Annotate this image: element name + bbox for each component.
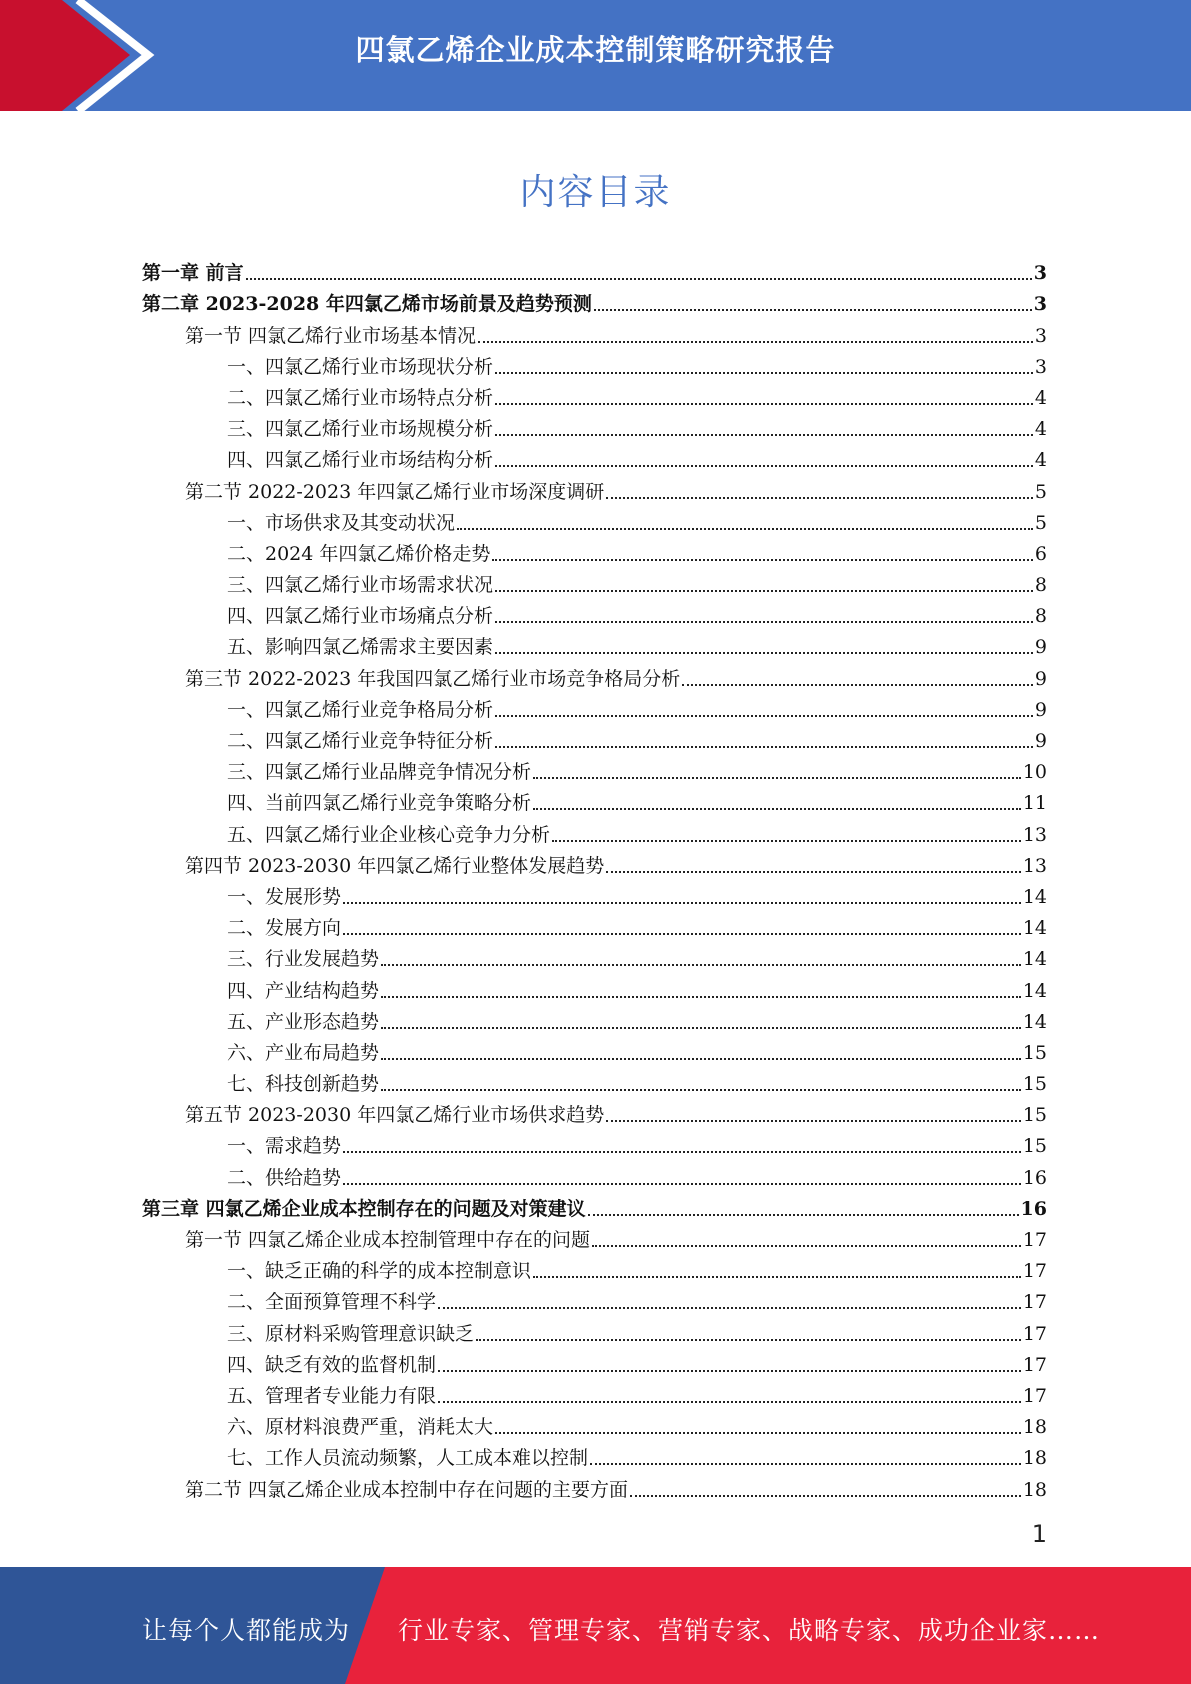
toc-dot-leader xyxy=(495,465,1033,467)
toc-entry-title: 二、四氯乙烯行业竞争特征分析 xyxy=(227,730,494,752)
toc-dot-leader xyxy=(495,652,1033,654)
toc-dot-leader xyxy=(478,341,1033,343)
toc-entry-title: 一、市场供求及其变动状况 xyxy=(227,511,456,534)
toc-entry[interactable] xyxy=(227,1346,1191,1377)
toc-dot-leader xyxy=(438,1307,1021,1309)
toc-dot-leader xyxy=(381,1089,1021,1091)
toc-entry-title: 七、工作人员流动频繁，人工成本难以控制 xyxy=(227,1447,589,1470)
toc-entry-page: 16 xyxy=(1020,1197,1047,1220)
toc-entry-page: 6 xyxy=(1034,542,1047,565)
toc-dot-leader xyxy=(438,1401,1021,1403)
toc-dot-leader xyxy=(533,808,1021,810)
toc-entry-title: 四、四氯乙烯行业市场结构分析 xyxy=(227,449,494,472)
toc-entry-title: 二、供给趋势 xyxy=(227,1166,342,1189)
toc-entry-page: 10 xyxy=(1022,761,1047,784)
toc-entry[interactable] xyxy=(227,1283,1191,1314)
toc-entry[interactable] xyxy=(185,847,1191,878)
toc-dot-leader xyxy=(533,777,1021,779)
table-of-contents xyxy=(0,254,1191,1502)
toc-entry-title: 二、发展方向 xyxy=(227,917,342,940)
toc-entry-page: 9 xyxy=(1034,667,1047,690)
toc-entry-page: 17 xyxy=(1022,1229,1047,1251)
toc-entry-title: 第三章 四氯乙烯企业成本控制存在的问题及对策建议 xyxy=(142,1197,586,1220)
toc-entry[interactable] xyxy=(227,1158,1191,1189)
toc-entry-title: 一、需求趋势 xyxy=(227,1135,342,1158)
toc-dot-leader xyxy=(495,403,1033,405)
toc-dot-leader xyxy=(343,902,1021,904)
toc-entry-page: 15 xyxy=(1022,1104,1047,1127)
toc-dot-leader xyxy=(438,1370,1021,1372)
toc-entry-page: 17 xyxy=(1022,1384,1047,1407)
toc-entry[interactable] xyxy=(227,815,1191,846)
toc-entry[interactable] xyxy=(227,1314,1191,1345)
toc-entry[interactable] xyxy=(185,1221,1191,1252)
toc-entry-title: 第二节 2022-2023 年四氯乙烯行业市场深度调研 xyxy=(185,480,605,503)
toc-entry[interactable] xyxy=(227,504,1191,535)
toc-entry[interactable] xyxy=(227,1127,1191,1158)
toc-entry-title: 五、影响四氯乙烯需求主要因素 xyxy=(227,636,494,659)
toc-entry[interactable] xyxy=(227,691,1191,722)
toc-dot-leader xyxy=(533,1276,1021,1278)
toc-entry-page: 8 xyxy=(1034,574,1047,597)
toc-dot-leader xyxy=(495,434,1033,436)
toc-entry-page: 17 xyxy=(1022,1260,1047,1283)
toc-dot-leader xyxy=(495,372,1033,374)
toc-entry-title: 第五节 2023-2030 年四氯乙烯行业市场供求趋势 xyxy=(185,1104,605,1127)
toc-entry-page: 4 xyxy=(1034,449,1047,472)
toc-dot-leader xyxy=(495,590,1033,592)
toc-entry[interactable] xyxy=(227,1065,1191,1096)
header-banner xyxy=(0,0,1191,111)
footer-banner xyxy=(0,1567,1191,1684)
toc-entry[interactable] xyxy=(185,1470,1191,1501)
toc-dot-leader xyxy=(606,1120,1021,1122)
toc-dot-leader xyxy=(552,840,1021,842)
toc-dot-leader xyxy=(492,559,1033,561)
toc-dot-leader xyxy=(381,1058,1021,1060)
toc-dot-leader xyxy=(457,528,1033,530)
toc-entry-title: 五、管理者专业能力有限 xyxy=(227,1384,437,1407)
toc-entry-page: 14 xyxy=(1022,1010,1047,1033)
toc-dot-leader xyxy=(495,621,1033,623)
toc-entry-title: 三、四氯乙烯行业市场需求状况 xyxy=(227,574,494,597)
toc-entry-page: 4 xyxy=(1034,386,1047,409)
toc-entry[interactable] xyxy=(227,753,1191,784)
toc-entry[interactable] xyxy=(185,316,1191,347)
page-number: 1 xyxy=(1031,1520,1047,1548)
toc-entry[interactable] xyxy=(227,441,1191,472)
toc-entry[interactable] xyxy=(227,1034,1191,1065)
toc-entry-title: 三、四氯乙烯行业市场规模分析 xyxy=(227,418,494,441)
toc-entry-page: 18 xyxy=(1022,1416,1047,1439)
toc-entry-title: 五、四氯乙烯行业企业核心竞争力分析 xyxy=(227,823,551,846)
toc-entry-title: 四、缺乏有效的监督机制 xyxy=(227,1353,437,1376)
toc-entry-title: 第三节 2022-2023 年我国四氯乙烯行业市场竞争格局分析 xyxy=(185,667,681,690)
report-title: 四氯乙烯企业成本控制策略研究报告 xyxy=(355,33,836,67)
toc-entry-title: 一、四氯乙烯行业市场现状分析 xyxy=(227,355,494,378)
toc-entry[interactable] xyxy=(227,1439,1191,1470)
toc-entry-page: 14 xyxy=(1022,948,1047,971)
toc-entry-page: 9 xyxy=(1034,730,1047,752)
toc-entry-title: 一、发展形势 xyxy=(227,885,342,908)
toc-entry[interactable] xyxy=(227,379,1191,410)
toc-entry[interactable] xyxy=(227,1377,1191,1408)
toc-entry-page: 3 xyxy=(1034,355,1047,378)
toc-entry[interactable] xyxy=(227,628,1191,659)
toc-entry-page: 9 xyxy=(1034,698,1047,721)
toc-entry[interactable] xyxy=(227,566,1191,597)
toc-entry-page: 11 xyxy=(1022,792,1047,815)
toc-entry-title: 二、2024 年四氯乙烯价格走势 xyxy=(227,542,491,565)
toc-entry-page: 9 xyxy=(1034,636,1047,659)
toc-entry-title: 二、全面预算管理不科学 xyxy=(227,1291,437,1314)
toc-entry-page: 15 xyxy=(1022,1073,1047,1096)
toc-entry[interactable] xyxy=(227,410,1191,441)
toc-entry-title: 一、四氯乙烯行业竞争格局分析 xyxy=(227,698,494,721)
toc-entry-page: 3 xyxy=(1034,324,1047,347)
toc-heading: 内容目录 xyxy=(519,172,672,213)
toc-dot-leader xyxy=(381,964,1021,966)
toc-entry-title: 二、四氯乙烯行业市场特点分析 xyxy=(227,386,494,409)
toc-entry-page: 17 xyxy=(1022,1353,1047,1376)
toc-entry-page: 15 xyxy=(1022,1135,1047,1158)
toc-entry-title: 四、产业结构趋势 xyxy=(227,979,380,1002)
toc-entry-title: 六、原材料浪费严重，消耗太大 xyxy=(227,1416,494,1439)
toc-entry-page: 14 xyxy=(1022,885,1047,908)
footer-slogan-right: 行业专家、管理专家、营销专家、战略专家、成功企业家…… xyxy=(398,1616,1101,1645)
toc-entry-page: 4 xyxy=(1034,418,1047,441)
toc-entry[interactable] xyxy=(185,1096,1191,1127)
toc-entry[interactable] xyxy=(142,1190,1191,1221)
toc-entry-page: 17 xyxy=(1022,1291,1047,1314)
toc-entry[interactable] xyxy=(227,878,1191,909)
toc-entry[interactable] xyxy=(227,535,1191,566)
toc-entry[interactable] xyxy=(142,285,1191,316)
toc-entry-page: 14 xyxy=(1022,979,1047,1002)
toc-entry-page: 15 xyxy=(1022,1041,1047,1064)
toc-entry-title: 五、产业形态趋势 xyxy=(227,1010,380,1033)
footer-slogan-left: 让每个人都能成为 xyxy=(142,1616,351,1645)
toc-entry[interactable] xyxy=(227,940,1191,971)
toc-entry[interactable] xyxy=(142,254,1191,285)
toc-dot-leader xyxy=(343,1151,1021,1153)
toc-entry-title: 四、当前四氯乙烯行业竞争策略分析 xyxy=(227,792,532,815)
toc-dot-leader xyxy=(495,746,1033,748)
toc-entry[interactable] xyxy=(227,1252,1191,1283)
toc-entry-title: 三、四氯乙烯行业品牌竞争情况分析 xyxy=(227,761,532,784)
toc-entry-title: 第一章 前言 xyxy=(142,262,244,285)
toc-dot-leader xyxy=(682,684,1033,686)
toc-entry-page: 13 xyxy=(1022,854,1047,877)
toc-dot-leader xyxy=(630,1495,1021,1497)
toc-entry-title: 一、缺乏正确的科学的成本控制意识 xyxy=(227,1260,532,1283)
toc-entry-page: 17 xyxy=(1022,1322,1047,1345)
toc-entry-page: 14 xyxy=(1022,917,1047,940)
toc-dot-leader xyxy=(606,497,1033,499)
toc-entry-title: 第四节 2023-2030 年四氯乙烯行业整体发展趋势 xyxy=(185,854,605,877)
toc-entry[interactable] xyxy=(227,909,1191,940)
toc-entry-title: 三、原材料采购管理意识缺乏 xyxy=(227,1322,475,1345)
toc-entry-page: 18 xyxy=(1022,1447,1047,1470)
toc-entry-title: 四、四氯乙烯行业市场痛点分析 xyxy=(227,605,494,628)
toc-entry-page: 16 xyxy=(1022,1166,1047,1189)
toc-dot-leader xyxy=(495,1432,1021,1434)
toc-dot-leader xyxy=(588,1214,1019,1216)
toc-entry[interactable] xyxy=(227,971,1191,1002)
toc-dot-leader xyxy=(246,278,1032,280)
toc-entry-page: 18 xyxy=(1022,1478,1047,1501)
toc-entry[interactable] xyxy=(227,348,1191,379)
toc-entry-page: 5 xyxy=(1034,480,1047,503)
toc-entry[interactable] xyxy=(185,659,1191,690)
toc-entry-page: 5 xyxy=(1034,511,1047,534)
toc-dot-leader xyxy=(495,715,1033,717)
toc-dot-leader xyxy=(343,1183,1021,1185)
toc-dot-leader xyxy=(606,871,1021,873)
toc-entry-page: 13 xyxy=(1022,823,1047,846)
toc-entry[interactable] xyxy=(227,784,1191,815)
toc-entry-title: 第二章 2023-2028 年四氯乙烯市场前景及趋势预测 xyxy=(142,293,592,316)
toc-dot-leader xyxy=(381,1027,1021,1029)
toc-dot-leader xyxy=(592,1245,1021,1247)
toc-entry[interactable] xyxy=(185,472,1191,503)
toc-entry[interactable] xyxy=(227,1408,1191,1439)
toc-dot-leader xyxy=(594,309,1032,311)
toc-entry-title: 第二节 四氯乙烯企业成本控制中存在问题的主要方面 xyxy=(185,1478,629,1501)
toc-entry-page: 3 xyxy=(1033,262,1047,285)
toc-entry-title: 七、科技创新趋势 xyxy=(227,1073,380,1096)
toc-entry[interactable] xyxy=(227,1003,1191,1034)
toc-entry-page: 8 xyxy=(1034,605,1047,628)
toc-entry-title: 六、产业布局趋势 xyxy=(227,1041,380,1064)
toc-entry-title: 第一节 四氯乙烯企业成本控制管理中存在的问题 xyxy=(185,1229,591,1251)
toc-dot-leader xyxy=(476,1339,1021,1341)
toc-entry[interactable] xyxy=(227,722,1191,753)
toc-dot-leader xyxy=(590,1463,1021,1465)
toc-entry-title: 第一节 四氯乙烯行业市场基本情况 xyxy=(185,324,477,347)
toc-entry[interactable] xyxy=(227,597,1191,628)
toc-dot-leader xyxy=(381,996,1021,998)
toc-dot-leader xyxy=(343,933,1021,935)
toc-entry-title: 三、行业发展趋势 xyxy=(227,948,380,971)
toc-entry-page: 3 xyxy=(1033,293,1047,316)
